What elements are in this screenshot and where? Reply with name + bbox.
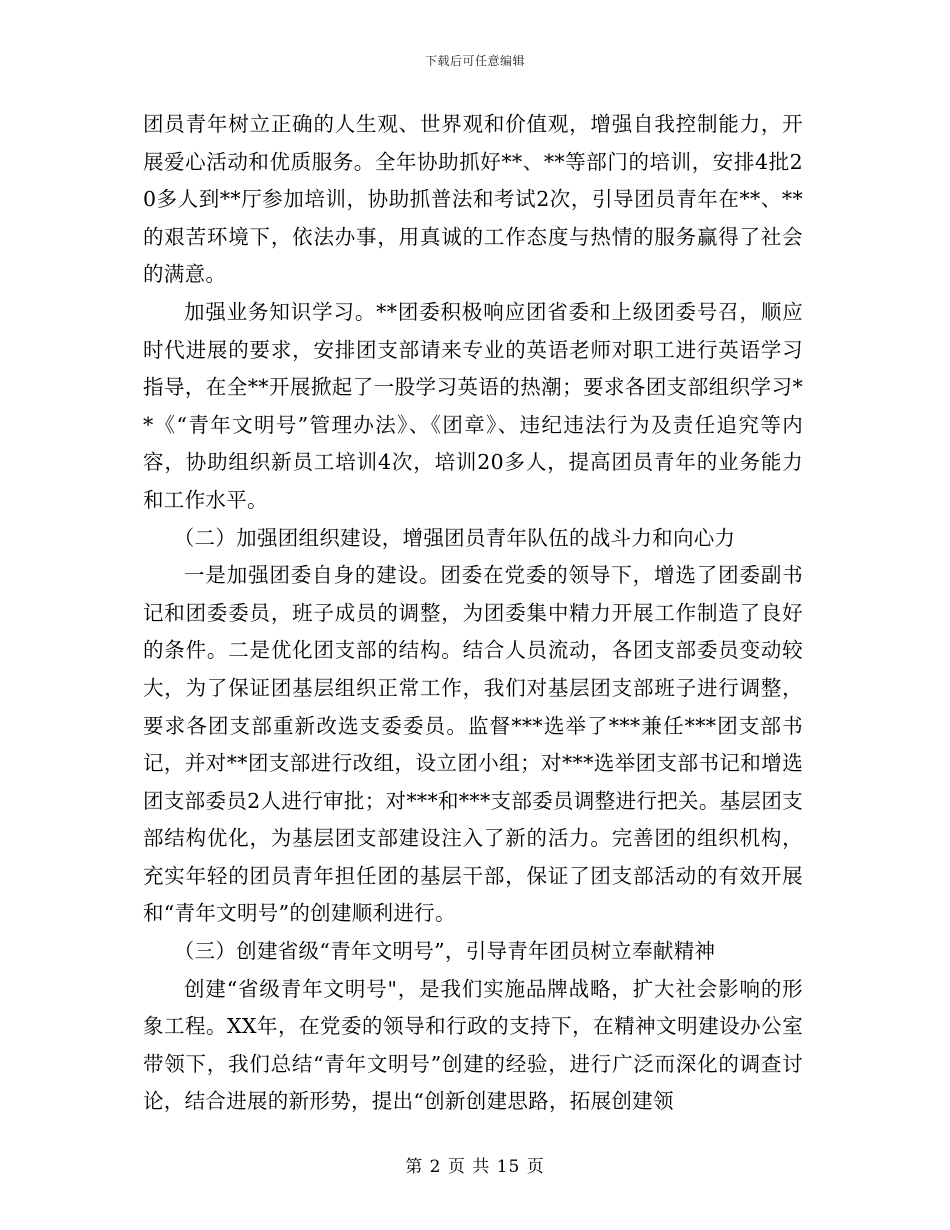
page-header: 下载后可任意编辑 <box>424 54 525 68</box>
document-body <box>143 106 803 1121</box>
footer-total-pages: 15 <box>496 1157 521 1177</box>
footer-middle: 页 共 <box>447 1157 491 1177</box>
footer-page-number: 2 <box>429 1157 442 1177</box>
section-heading-2: （二）加强团组织建设，增强团员青年队伍的战斗力和向心力 <box>173 525 736 550</box>
paragraph-3: 一是加强团委自身的建设。团委在党委的领导下，增选了团委副书记和团委委员，班子成员的调整，为团委集中精力开展工作制造了良好的条件。二是优化团支部的结构。结合人员流动，各团支部委员变动较大，为了保证团基层组织正常工作，我们对基层团支部班子进行调整，要求各团支部重新改选支委委员。监督***选举了***兼任***团支部书记，并对**团支部进行改组，设立团小组；对***选举团支部书记和增选团支部委员2人进行审批；对***和***支部委员调整进行把关。基层团支部结构优化，为基层团支部建设注入了新的活力。完善团的组织机构，充实年轻的团员青年担任团的基层干部，保证了团支部活动的有效开展和“青年文明号”的创建顺利进行。 <box>143 563 803 926</box>
paragraph-1: 团员青年树立正确的人生观、世界观和价值观，增强自我控制能力，开展爱心活动和优质服务。全年协助抓好**、**等部门的培训，安排4批20多人到**厅参加培训，协助抓普法和考试2次，引导团员青年在**、**的艰苦环境下，依法办事，用真诚的工作态度与热情的服务赢得了社会的满意。 <box>143 112 803 287</box>
section-heading-3: （三）创建省级“青年文明号”，引导青年团员树立奉献精神 <box>173 939 716 964</box>
footer-prefix: 第 <box>405 1157 424 1177</box>
paragraph-4: 创建“省级青年文明号"，是我们实施品牌战略，扩大社会影响的形象工程。XX年，在党委的领导和行政的支持下，在精神文明建设办公室带领下，我们总结“青年文明号”创建的经验，进行广泛而深化的调查讨论，结合进展的新形势，提出“创新创建思路，拓展创建领 <box>143 976 803 1114</box>
footer-suffix: 页 <box>526 1157 545 1177</box>
page-footer <box>0 1152 950 1177</box>
paragraph-2: 加强业务知识学习。**团委积极响应团省委和上级团委号召，顺应时代进展的要求，安排团支部请来专业的英语老师对职工进行英语学习指导，在全**开展掀起了一股学习英语的热潮；要求各团支部组织学习**《“青年文明号”管理办法》、《团章》、违纪违法行为及责任追究等内容，协助组织新员工培训4次，培训20多人，提高团员青年的业务能力和工作水平。 <box>143 299 803 512</box>
